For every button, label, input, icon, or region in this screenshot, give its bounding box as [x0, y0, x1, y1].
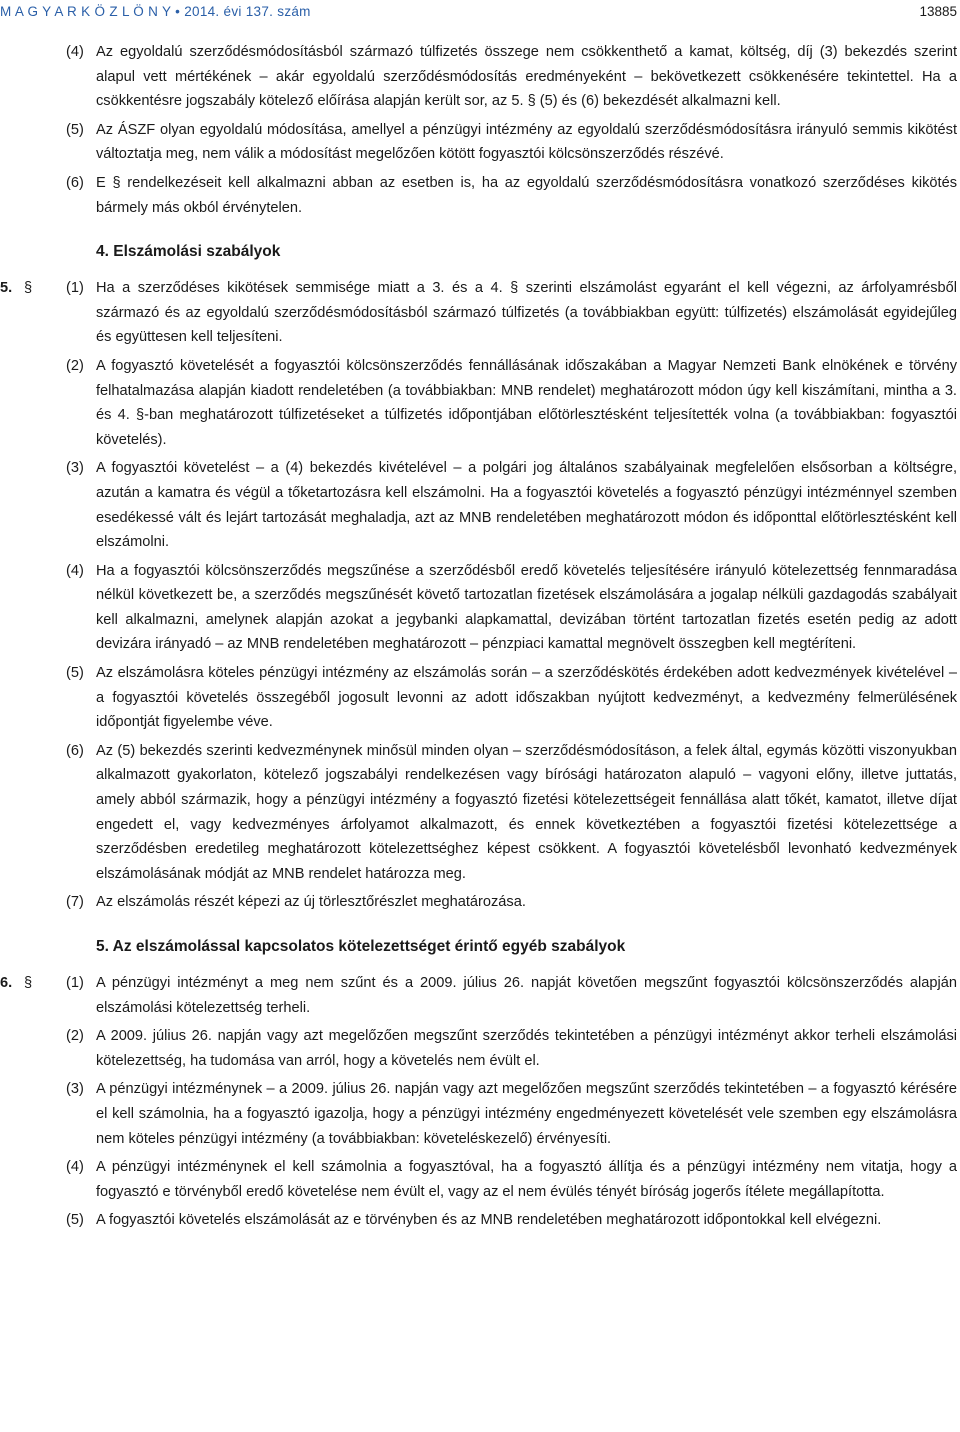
- paragraph-number: (7): [66, 894, 84, 911]
- paragraph-number: (5): [66, 665, 84, 682]
- paragraph-number: (2): [66, 357, 84, 374]
- paragraph-text: A fogyasztói követelés elszámolását az e törvényben és az MNB rendeletében meghatározott időpontokkal kell elvégezni.: [96, 1212, 882, 1229]
- paragraph-number: (2): [66, 1028, 84, 1045]
- section-heading: 5. Az elszámolással kapcsolatos kötelezettséget érintő egyéb szabályok: [96, 938, 626, 955]
- paragraph-number: (6): [66, 742, 84, 759]
- section-number: 6.: [0, 975, 13, 991]
- paragraph-number: (4): [66, 562, 84, 579]
- paragraph: [0, 971, 957, 1020]
- paragraph-number: (3): [66, 1081, 84, 1098]
- section-number: 5.: [0, 280, 13, 297]
- paragraph: [0, 171, 957, 220]
- page-header: [0, 4, 957, 26]
- paragraph-number: (5): [66, 121, 84, 138]
- paragraph: [0, 40, 957, 114]
- paragraph-number: (1): [66, 975, 84, 991]
- paragraph-number: (6): [66, 174, 84, 191]
- paragraph-text: Az elszámolásra köteles pénzügyi intézmény az elszámolás során – a szerződéskötés érdekében adott kedvezmények kivételével – a fogyasztói követelés összegéből jogosult levonni az adott időszakban nyújtott kedvezményt, a kedvezmény felmerülésének időpontját figyelembe véve.: [96, 665, 957, 731]
- paragraph-number: (4): [66, 1159, 84, 1176]
- paragraph: [0, 1024, 957, 1073]
- page-number: 13885: [919, 4, 957, 19]
- paragraph: [0, 1077, 957, 1151]
- paragraph-text: A pénzügyi intézménynek – a 2009. július 26. napján vagy azt megelőzően megszűnt szerződés tekintetében – a fogyasztó kérésére el kell számolnia, ha a fogyasztó igazolja, hogy a pénzügyi intézmény engedményezett követelését vele szemben egy elszámolásra nem köteles pénzügyi intézmény (a továbbiakban: követeléskezelő) érvényesíti.: [96, 1081, 957, 1147]
- section-symbol: §: [24, 280, 33, 297]
- paragraph-number: (5): [66, 1212, 84, 1229]
- paragraph: [0, 456, 957, 554]
- paragraph: [0, 118, 957, 167]
- paragraph: [0, 1208, 957, 1233]
- paragraph-text: E § rendelkezéseit kell alkalmazni abban az esetben is, ha az egyoldalú szerződésmódosításra vonatkozó szerződéses kikötés bármely más okból érvénytelen.: [96, 174, 957, 216]
- document-body: [0, 40, 957, 1237]
- paragraph-text: Az ÁSZF olyan egyoldalú módosítása, amellyel a pénzügyi intézmény az egyoldalú szerződésmódosításra irányuló semmis kikötést változtatja meg, nem válik a módosítást megelőzően kötött fogyasztói kölcsönszerződés részévé.: [96, 121, 957, 163]
- section-heading: 4. Elszámolási szabályok: [96, 243, 281, 261]
- section-symbol: §: [24, 975, 33, 991]
- paragraph-text: A pénzügyi intézményt a meg nem szűnt és a 2009. július 26. napját követően megszűnt fogyasztói kölcsönszerződés alapján elszámolási kötelezettség terheli.: [96, 975, 957, 1016]
- paragraph-text: Ha a szerződéses kikötések semmisége miatt a 3. és a 4. § szerinti elszámolást egyaránt el kell végezni, az árfolyamrésből származó és az egyoldalú szerződésmódosításból származó túlfizetés (a továbbiakban együtt: túlfizetés) elszámolását egyidejűleg és együttesen kell teljesíteni.: [96, 280, 957, 346]
- paragraph: [0, 354, 957, 452]
- paragraph-number: (3): [66, 460, 84, 477]
- paragraph: [0, 1155, 957, 1204]
- paragraph: [0, 661, 957, 735]
- paragraph: [0, 559, 957, 657]
- paragraph-number: (4): [66, 44, 84, 60]
- paragraph: [0, 890, 957, 915]
- paragraph-text: Az egyoldalú szerződésmódosításból származó túlfizetés összege nem csökkenthető a kamat, költség, díj (3) bekezdés szerint alapul vett mértékének – akár egyoldalú szerződésmódosítás eredményeként – bekövetkezett csökkenésére tekintettel. Ha a csökkentésre jogszabály kötelező előírása alapján került sor, az 5. § (5) és (6) bekezdését alkalmazni kell.: [96, 44, 957, 110]
- paragraph: [0, 739, 957, 887]
- paragraph-text: A 2009. július 26. napján vagy azt megelőzően megszűnt szerződés tekintetében a pénzügyi intézményt akkor terheli elszámolási kötelezettség, ha tudomása van arról, hogy a követelés nem évült el.: [96, 1028, 957, 1069]
- paragraph-text: A pénzügyi intézménynek el kell számolnia a fogyasztóval, ha a fogyasztó állítja és a pénzügyi intézmény nem vitatja, hogy a fogyasztó e törvényből eredő követelése nem évült el, vagy az el nem évülés tényét bíróság jogerős ítélete megállapította.: [96, 1159, 957, 1200]
- journal-title: M A G Y A R K Ö Z L Ö N Y • 2014. évi 137. szám: [0, 4, 311, 19]
- paragraph: [0, 276, 957, 350]
- paragraph-text: Az (5) bekezdés szerinti kedvezménynek minősül minden olyan – szerződésmódosításon, a felek által, egymás közötti viszonyukban alkalmazott gyakorlaton, kötelező jogszabályi rendelkezésen vagy bírósági határozaton alapuló – vagyoni előny, illetve juttatás, amely abból származik, hogy a pénzügyi intézmény a fogyasztó fizetési kötelezettségeit fennállása alatt tőkét, kamatot, illetve díjat engedett el, vagy kedvezményes árfolyamot alkalmazott, és ennek következtében a fogyasztói fizetési kötelezettsége a szerződésben eredetileg meghatározott kötelezettséghez képest csökkent. A fogyasztói követelésből levonható kedvezmények elszámolásának módját az MNB rendelet határozza meg.: [96, 742, 957, 882]
- paragraph-number: (1): [66, 280, 84, 297]
- paragraph-text: A fogyasztó követelését a fogyasztói kölcsönszerződés fennállásának időszakában a Magyar Nemzeti Bank elnökének e törvény felhatalmazása alapján kiadott rendeletében (a továbbiakban: MNB rendelet) meghatározott módon úgy kell kiszámítani, mintha a 3. és 4. §-ban meghatározott túlfizetéseket a túlfizetés időpontjában előtörlesztésként teljesítették volna (a továbbiakban: fogyasztói követelés).: [96, 357, 957, 448]
- paragraph-text: Ha a fogyasztói kölcsönszerződés megszűnése a szerződésből eredő követelés teljesítésére irányuló kötelezettség fennmaradása nélkül következett be, a szerződés megszűnését követő tartozatlan fizetések elszámolására a jogalap nélküli gazdagodás szabályait kell alkalmazni, amelynek alapján azokat a jegybanki alapkamattal, devizában történt tartozatlan fizetés esetén pedig az adott devizára irányadó – az MNB rendeletében meghatározott – pénzpiaci kamattal megnövelt összegben kell megtéríteni.: [96, 562, 957, 653]
- paragraph-text: Az elszámolás részét képezi az új törlesztőrészlet meghatározása.: [96, 894, 526, 911]
- paragraph-text: A fogyasztói követelést – a (4) bekezdés kivételével – a polgári jog általános szabályainak megfelelően elsősorban a költségre, azután a kamatra és végül a tőketartozásra kell elszámolni. Ha a fogyasztói követelés a fogyasztó pénzügyi intézménnyel szemben esedékessé vált és lejárt tartozását meghaladja, azt az MNB rendeletében meghatározott módon és időponttal előtörlesztésként kell elszámolni.: [96, 460, 957, 551]
